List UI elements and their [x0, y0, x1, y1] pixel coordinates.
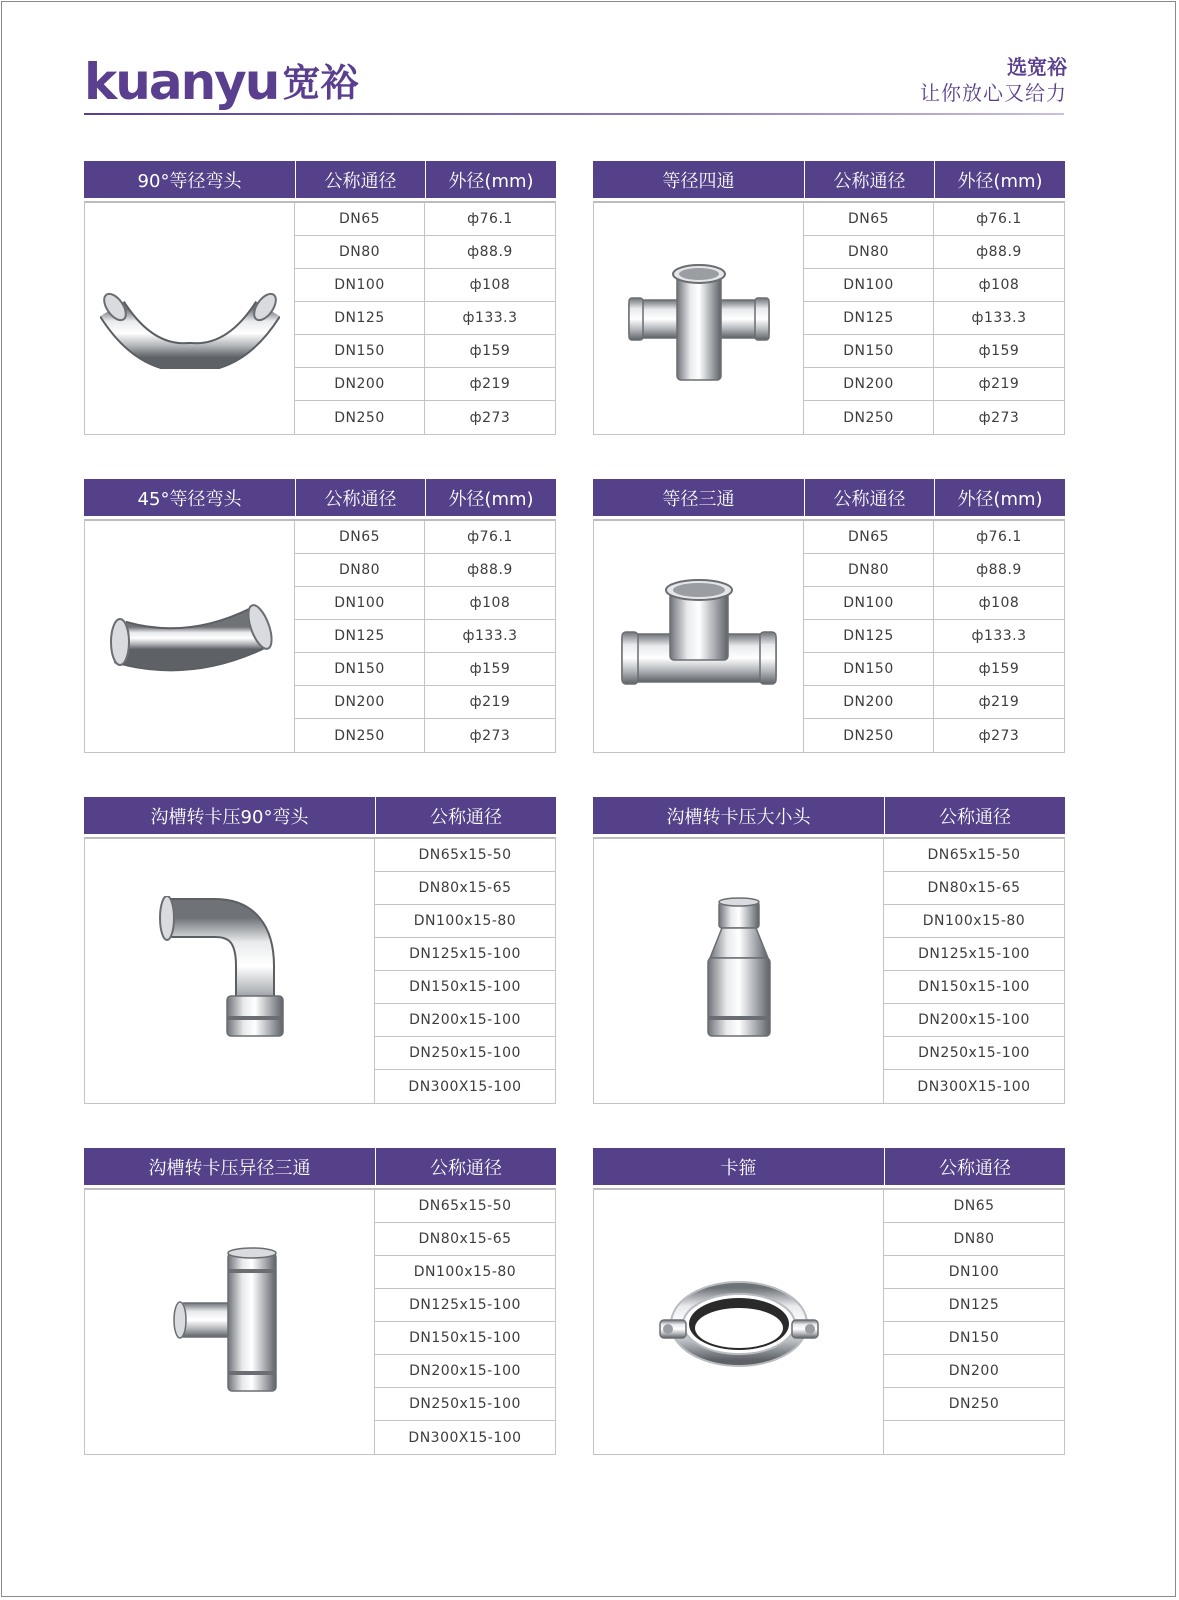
nominal-size-cell: DN300X15-100: [408, 1429, 522, 1446]
table-row: [884, 1322, 1064, 1355]
product-table-body: [84, 1188, 556, 1455]
product-table-body: [593, 519, 1065, 753]
table-row: [804, 686, 1064, 719]
product-tee: [593, 479, 1065, 753]
table-row: [375, 905, 555, 938]
nominal-size-cell: DN200: [295, 686, 425, 718]
nominal-size-cell: DN80x15-65: [418, 880, 512, 896]
nominal-size-cell: DN100x15-80: [413, 1264, 517, 1280]
nominal-size-cell: DN100: [804, 587, 934, 619]
nominal-size-cell: DN300X15-100: [408, 1078, 522, 1095]
product-pipe-clamp: [593, 1148, 1065, 1455]
product-image: [85, 839, 375, 1103]
table-row: [804, 269, 1064, 302]
product-elbow-90: [84, 161, 556, 435]
outer-diameter-cell: ф76.1: [976, 211, 1022, 227]
table-row: [375, 1421, 555, 1454]
product-header: [593, 161, 1065, 198]
product-header: [593, 1148, 1065, 1185]
nominal-size-cell: DN150: [804, 335, 934, 367]
outer-diameter-cell: ф88.9: [976, 244, 1022, 260]
nominal-size-cell: DN200x15-100: [918, 1012, 1030, 1028]
column-header-nominal-size: 公称通径: [296, 479, 426, 516]
table-row: [804, 620, 1064, 653]
table-row: [375, 1355, 555, 1388]
outer-diameter-cell: ф159: [469, 343, 511, 359]
nominal-size-cell: DN150: [948, 1330, 1000, 1346]
column-header-nominal-size: 公称通径: [805, 479, 935, 516]
nominal-size-cell: DN200: [948, 1363, 1000, 1379]
product-groove-press-reducing-tee: [84, 1148, 556, 1455]
product-table-body: [593, 837, 1065, 1104]
nominal-size-cell: DN100: [948, 1264, 1000, 1280]
nominal-size-cell: DN200: [295, 368, 425, 400]
table-row: [375, 1256, 555, 1289]
product-table-body: [84, 519, 556, 753]
column-header-nominal-size: 公称通径: [430, 1157, 502, 1179]
cross-fitting-icon: [619, 254, 779, 384]
nominal-size-cell: DN65x15-50: [418, 1198, 512, 1214]
product-image: [85, 203, 295, 434]
product-header: [84, 797, 556, 834]
nominal-size-cell: DN250x15-100: [918, 1045, 1030, 1061]
table-row: [295, 335, 555, 368]
nominal-size-cell: DN80: [804, 554, 934, 586]
table-row: [375, 839, 555, 872]
table-row: [375, 938, 555, 971]
nominal-size-cell: DN125: [948, 1297, 1000, 1313]
size-rows: [884, 1190, 1064, 1454]
outer-diameter-cell: ф273: [978, 727, 1020, 744]
table-row: [375, 1004, 555, 1037]
product-header: [84, 479, 556, 516]
table-row: [375, 1388, 555, 1421]
slogan-line-2: 让你放心又给力: [920, 81, 1067, 105]
nominal-size-cell: DN125: [804, 620, 934, 652]
product-image: [594, 203, 804, 434]
table-row: [375, 872, 555, 905]
outer-diameter-cell: ф76.1: [467, 529, 513, 545]
nominal-size-cell: DN150: [295, 653, 425, 685]
slogan-line-1: 选宽裕: [1007, 55, 1067, 79]
table-row: [375, 1190, 555, 1223]
product-image: [594, 839, 884, 1103]
table-row: [295, 269, 555, 302]
table-row: [295, 620, 555, 653]
table-row: [884, 1037, 1064, 1070]
table-row: [295, 587, 555, 620]
outer-diameter-cell: ф76.1: [976, 529, 1022, 545]
product-name: 沟槽转卡压90°弯头: [84, 797, 376, 834]
product-header: [593, 479, 1065, 516]
nominal-size-cell: DN125x15-100: [918, 946, 1030, 962]
outer-diameter-cell: ф159: [978, 661, 1020, 677]
product-elbow-45: [84, 479, 556, 753]
nominal-size-cell: DN100: [804, 269, 934, 301]
nominal-size-cell: DN150x15-100: [409, 1330, 521, 1346]
nominal-size-cell: DN125x15-100: [409, 1297, 521, 1313]
nominal-size-cell: DN65: [295, 203, 425, 235]
outer-diameter-cell: ф88.9: [467, 244, 513, 260]
size-rows: [804, 521, 1064, 752]
nominal-size-cell: DN80: [804, 236, 934, 268]
product-name: 等径四通: [593, 161, 805, 198]
nominal-size-cell: DN80: [295, 236, 425, 268]
nominal-size-cell: DN80: [953, 1231, 995, 1247]
nominal-size-cell: DN65x15-50: [418, 847, 512, 863]
nominal-size-cell: DN250x15-100: [409, 1396, 521, 1412]
nominal-size-cell: DN65: [804, 203, 934, 235]
table-row: [884, 1190, 1064, 1223]
table-row: [884, 1289, 1064, 1322]
outer-diameter-cell: ф108: [469, 595, 511, 611]
nominal-size-cell: DN125: [295, 302, 425, 334]
nominal-size-cell: DN80x15-65: [927, 880, 1021, 896]
table-row: [295, 302, 555, 335]
product-cross: [593, 161, 1065, 435]
table-row: [804, 719, 1064, 752]
outer-diameter-cell: ф108: [469, 277, 511, 293]
nominal-size-cell: DN65x15-50: [927, 847, 1021, 863]
table-row: [884, 905, 1064, 938]
table-row: [375, 1289, 555, 1322]
nominal-size-cell: DN100x15-80: [413, 913, 517, 929]
outer-diameter-cell: ф133.3: [971, 628, 1027, 644]
nominal-size-cell: DN250: [295, 719, 425, 752]
outer-diameter-cell: ф108: [978, 595, 1020, 611]
elbow-90-fitting-icon: [100, 269, 280, 369]
outer-diameter-cell: ф88.9: [467, 562, 513, 578]
size-rows: [884, 839, 1064, 1103]
table-row: [375, 1322, 555, 1355]
table-row: [884, 1070, 1064, 1103]
table-row: [804, 521, 1064, 554]
product-header: [84, 1148, 556, 1185]
table-row: [884, 1223, 1064, 1256]
nominal-size-cell: DN65: [804, 521, 934, 553]
outer-diameter-cell: ф133.3: [971, 310, 1027, 326]
product-name: 沟槽转卡压异径三通: [84, 1148, 376, 1185]
product-name: 卡箍: [593, 1148, 885, 1185]
product-table-body: [593, 1188, 1065, 1455]
brand-logo: [84, 53, 359, 111]
nominal-size-cell: DN200x15-100: [409, 1363, 521, 1379]
table-row: [804, 401, 1064, 434]
nominal-size-cell: DN65: [953, 1198, 995, 1214]
table-row: [295, 236, 555, 269]
nominal-size-cell: DN250: [804, 719, 934, 752]
nominal-size-cell: DN100x15-80: [922, 913, 1026, 929]
groove-press-reducer-icon: [694, 896, 784, 1046]
product-name: 90°等径弯头: [84, 161, 296, 198]
size-rows: [375, 839, 555, 1103]
column-header-outer-diameter: 外径(mm): [448, 488, 534, 510]
elbow-45-fitting-icon: [100, 587, 280, 687]
size-rows: [295, 521, 555, 752]
outer-diameter-cell: ф108: [978, 277, 1020, 293]
table-row: [804, 587, 1064, 620]
nominal-size-cell: DN65: [295, 521, 425, 553]
product-table-body: [84, 201, 556, 435]
outer-diameter-cell: ф219: [469, 694, 511, 710]
product-image: [85, 1190, 375, 1454]
column-header-outer-diameter: 外径(mm): [957, 170, 1043, 192]
product-image: [594, 1190, 884, 1454]
nominal-size-cell: DN150: [295, 335, 425, 367]
header-divider: [84, 113, 1064, 115]
nominal-size-cell: DN80: [295, 554, 425, 586]
product-groove-press-reducer: [593, 797, 1065, 1104]
column-header-nominal-size: 公称通径: [939, 806, 1011, 828]
logo-chinese-text: 宽裕: [282, 61, 359, 105]
table-row: [884, 971, 1064, 1004]
nominal-size-cell: DN250: [295, 401, 425, 434]
size-rows: [375, 1190, 555, 1454]
table-row: [295, 686, 555, 719]
product-name: 沟槽转卡压大小头: [593, 797, 885, 834]
product-name: 45°等径弯头: [84, 479, 296, 516]
table-row: [884, 938, 1064, 971]
table-row: [884, 839, 1064, 872]
outer-diameter-cell: ф219: [978, 376, 1020, 392]
nominal-size-cell: DN200: [804, 686, 934, 718]
table-row: [804, 368, 1064, 401]
outer-diameter-cell: ф88.9: [976, 562, 1022, 578]
groove-press-elbow-icon: [155, 896, 305, 1046]
outer-diameter-cell: ф273: [469, 727, 511, 744]
table-row: [295, 368, 555, 401]
table-row: [884, 872, 1064, 905]
table-row: [804, 203, 1064, 236]
nominal-size-cell: DN200x15-100: [409, 1012, 521, 1028]
nominal-size-cell: DN125: [295, 620, 425, 652]
outer-diameter-cell: ф273: [469, 409, 511, 426]
product-image: [594, 521, 804, 752]
table-row: [884, 1388, 1064, 1421]
table-row: [804, 236, 1064, 269]
product-header: [84, 161, 556, 198]
nominal-size-cell: DN125x15-100: [409, 946, 521, 962]
product-table-body: [84, 837, 556, 1104]
product-groove-press-elbow: [84, 797, 556, 1104]
column-header-outer-diameter: 外径(mm): [448, 170, 534, 192]
outer-diameter-cell: ф219: [469, 376, 511, 392]
nominal-size-cell: DN100: [295, 587, 425, 619]
size-rows: [804, 203, 1064, 434]
slogan: [920, 54, 1067, 106]
product-name: 等径三通: [593, 479, 805, 516]
nominal-size-cell: DN150x15-100: [409, 979, 521, 995]
table-row: [295, 521, 555, 554]
table-row: [884, 1004, 1064, 1037]
outer-diameter-cell: ф76.1: [467, 211, 513, 227]
nominal-size-cell: [884, 1421, 1064, 1454]
nominal-size-cell: DN150x15-100: [918, 979, 1030, 995]
table-row: [884, 1256, 1064, 1289]
table-row: [375, 1037, 555, 1070]
outer-diameter-cell: ф159: [469, 661, 511, 677]
outer-diameter-cell: ф133.3: [462, 310, 518, 326]
table-row: [804, 653, 1064, 686]
product-table-body: [593, 201, 1065, 435]
table-row: [804, 335, 1064, 368]
table-row: [804, 302, 1064, 335]
tee-fitting-icon: [614, 572, 784, 702]
product-image: [85, 521, 295, 752]
groove-press-reducing-tee-icon: [170, 1247, 290, 1397]
nominal-size-cell: DN200: [804, 368, 934, 400]
column-header-nominal-size: 公称通径: [939, 1157, 1011, 1179]
table-row: [884, 1355, 1064, 1388]
table-row: [375, 1223, 555, 1256]
nominal-size-cell: DN250: [804, 401, 934, 434]
column-header-nominal-size: 公称通径: [805, 161, 935, 198]
outer-diameter-cell: ф273: [978, 409, 1020, 426]
table-row: [295, 653, 555, 686]
outer-diameter-cell: ф133.3: [462, 628, 518, 644]
size-rows: [295, 203, 555, 434]
nominal-size-cell: DN125: [804, 302, 934, 334]
nominal-size-cell: DN150: [804, 653, 934, 685]
table-row: [295, 203, 555, 236]
column-header-outer-diameter: 外径(mm): [957, 488, 1043, 510]
table-row: [295, 719, 555, 752]
nominal-size-cell: DN300X15-100: [917, 1078, 1031, 1095]
table-row: [295, 401, 555, 434]
table-row: [375, 971, 555, 1004]
table-row: [884, 1421, 1064, 1454]
table-row: [375, 1070, 555, 1103]
column-header-nominal-size: 公称通径: [430, 806, 502, 828]
nominal-size-cell: DN100: [295, 269, 425, 301]
nominal-size-cell: DN250x15-100: [409, 1045, 521, 1061]
nominal-size-cell: DN80x15-65: [418, 1231, 512, 1247]
column-header-nominal-size: 公称通径: [296, 161, 426, 198]
pipe-clamp-icon: [654, 1272, 824, 1372]
nominal-size-cell: DN250: [948, 1396, 1000, 1412]
outer-diameter-cell: ф159: [978, 343, 1020, 359]
logo-latin-text: kuanyu: [84, 53, 279, 111]
product-header: [593, 797, 1065, 834]
table-row: [804, 554, 1064, 587]
outer-diameter-cell: ф219: [978, 694, 1020, 710]
table-row: [295, 554, 555, 587]
